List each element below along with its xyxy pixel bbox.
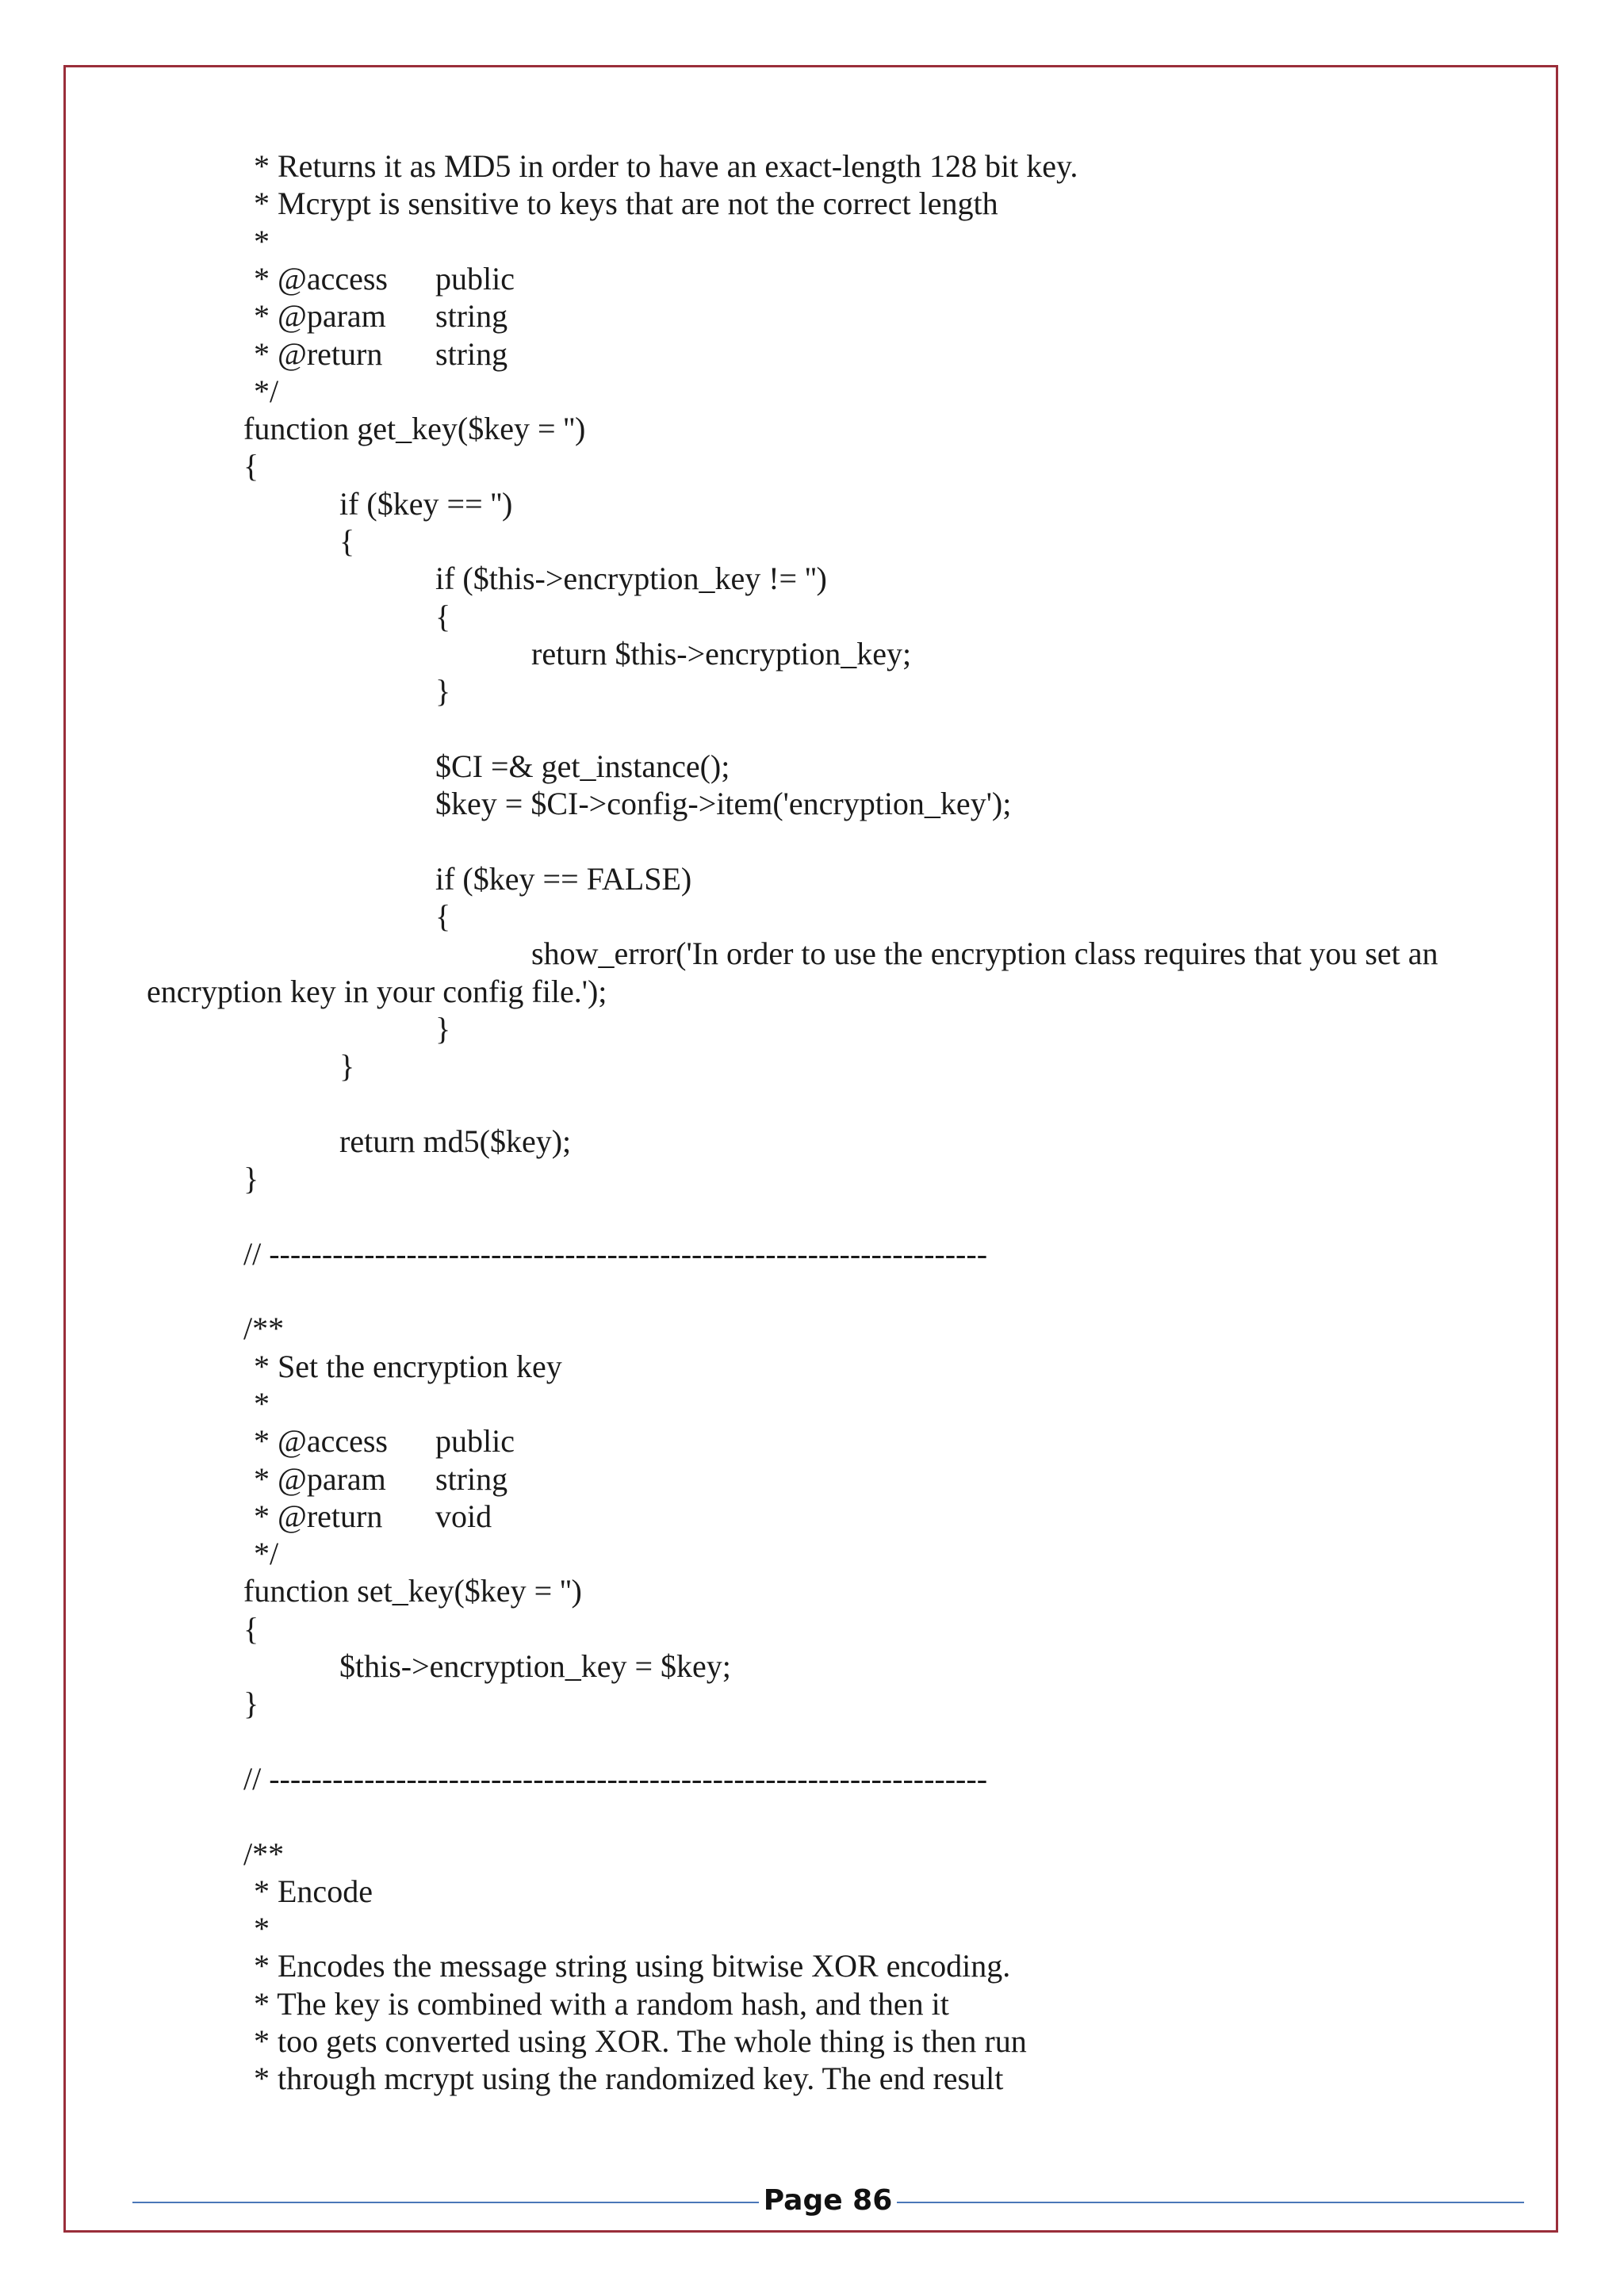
code-line: $key = $CI->config->item('encryption_key'); [435, 786, 1012, 822]
doc-tag-value: string [435, 1460, 508, 1497]
code-line: if ($key == FALSE) [435, 860, 692, 897]
doc-tag-value: public [435, 260, 515, 297]
doc-tag: * @return [246, 1498, 383, 1534]
code-line: * [246, 223, 270, 259]
code-line [0, 260, 1624, 298]
footer-rule-right [897, 2202, 1524, 2203]
doc-tag-value: string [435, 335, 508, 372]
code-line: $this->encryption_key = $key; [339, 1648, 731, 1684]
code-line: { [243, 1610, 259, 1647]
code-line: * Set the encryption key [246, 1348, 562, 1384]
code-line: */ [246, 1536, 279, 1572]
code-line: */ [246, 373, 279, 409]
code-line: return $this->encryption_key; [531, 635, 912, 672]
code-line: * Encode [246, 1873, 373, 1909]
doc-tag-value: void [435, 1498, 492, 1534]
code-line: * [246, 1385, 270, 1422]
doc-tag-value: string [435, 298, 508, 335]
code-line: { [339, 523, 355, 559]
doc-tag: * @return [246, 335, 383, 372]
code-line: $CI =& get_instance(); [435, 748, 730, 784]
code-line [0, 1498, 1624, 1536]
code-line: // -------------------------------------------------------------------- [243, 1235, 988, 1272]
code-line: if ($key == '') [339, 485, 513, 522]
code-line: * The key is combined with a random hash, and then it [246, 1985, 949, 2022]
doc-tag-value: public [435, 1423, 515, 1460]
code-line: { [435, 598, 451, 634]
code-line: * too gets converted using XOR. The whole thing is then run [246, 2023, 1027, 2059]
code-line [0, 335, 1624, 373]
code-line: // -------------------------------------------------------------------- [243, 1760, 988, 1797]
code-line: * through mcrypt using the randomized key. The end result [246, 2061, 1004, 2097]
code-line: { [243, 448, 259, 484]
page-number: Page 86 [763, 2184, 893, 2217]
code-line: function get_key($key = '') [243, 411, 586, 447]
code-line: return md5($key); [339, 1123, 572, 1159]
doc-tag: * @param [246, 1460, 386, 1497]
code-line [0, 1422, 1624, 1460]
code-line: } [435, 673, 451, 710]
code-line [0, 297, 1624, 335]
code-line: /** [243, 1835, 285, 1872]
doc-tag: * @access [246, 1423, 388, 1460]
doc-tag: * @param [246, 298, 386, 335]
code-line: show_error('In order to use the encryption class requires that you set an [531, 936, 1438, 972]
code-line: * Returns it as MD5 in order to have an exact-length 128 bit key. [246, 148, 1078, 184]
footer-rule-left [132, 2202, 759, 2203]
code-line: * Mcrypt is sensitive to keys that are not the correct length [246, 186, 998, 222]
code-line: * [246, 1911, 270, 1947]
code-line: * Encodes the message string using bitwise XOR encoding. [246, 1948, 1011, 1984]
code-line [0, 1460, 1624, 1498]
doc-tag: * @access [246, 260, 388, 297]
code-line: /** [243, 1311, 285, 1347]
code-line: } [339, 1048, 355, 1085]
code-line: function set_key($key = '') [243, 1573, 582, 1609]
code-line: { [435, 898, 451, 934]
code-line: if ($this->encryption_key != '') [435, 561, 827, 597]
code-line: } [243, 1686, 259, 1722]
code-line: } [435, 1010, 451, 1047]
code-line: } [243, 1161, 259, 1197]
code-line: encryption key in your config file.'); [147, 973, 607, 1009]
